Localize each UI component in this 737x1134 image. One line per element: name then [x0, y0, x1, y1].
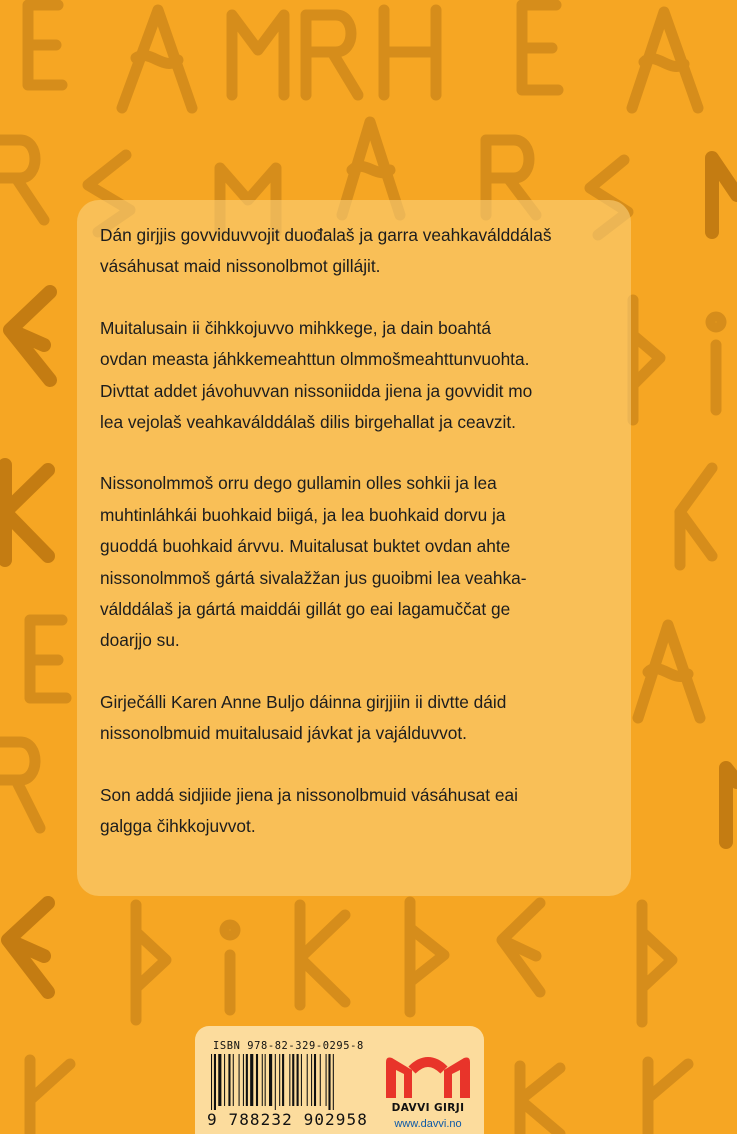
barcode-bar: [243, 1054, 244, 1106]
barcode-bar: [214, 1054, 216, 1110]
rune-k-icon: [680, 468, 712, 565]
rune-a-icon: [638, 625, 700, 718]
rune-n-icon: [726, 768, 737, 842]
rune-e-icon: [28, 5, 62, 85]
barcode-bar: [292, 1054, 294, 1106]
blurb-paragraph: Son addá sidjiide jiena ja nissonolbmuid vásáhusat eai galgga čihkkojuvvot.: [100, 784, 518, 837]
rune-thorn-icon: [410, 902, 444, 1012]
rune-e-icon: [8, 903, 48, 992]
barcode-number: 9 788232 902958: [207, 1110, 368, 1129]
rune-thorn-icon: [633, 300, 660, 420]
rune-thorn-icon: [136, 905, 166, 1020]
rune-r-icon: [0, 140, 44, 220]
barcode-bar: [265, 1054, 266, 1106]
rune-thorn-icon: [642, 905, 672, 1022]
barcode-bar: [326, 1054, 327, 1106]
barcode-bar: [279, 1054, 280, 1106]
barcode-bar: [297, 1054, 299, 1106]
blurb-paragraph: Girječálli Karen Anne Buljo dáinna girjjiin ii divtte dáid nissonolbmuid muitalusaid jávkat ja vajálduvvot.: [100, 691, 507, 744]
rune-h-icon: [384, 10, 436, 95]
rune-k-icon: [300, 905, 345, 1005]
barcode-bar: [233, 1054, 234, 1106]
isbn-label: ISBN 978-82-329-0295-8: [213, 1040, 364, 1052]
barcode-bar: [307, 1054, 308, 1106]
publisher-name: DAVVI GIRJI: [391, 1102, 465, 1114]
blurb-paragraph: Nissonolmmoš orru dego gullamin olles sohkii ja lea muhtinláhkái buohkaid biigá, ja lea buohkaid dorvu ja guoddá buohkaid árvvu. Muitalusat buktet ovdan ahte nissonolmmoš gártá sivalažžan jus guoibmi lea veahka- válddálaš ja gártá maiddái gillát go eai lagamuččat ge doarjjo su.: [100, 473, 527, 651]
rune-k-icon: [30, 1060, 70, 1134]
rune-n-icon: [712, 158, 737, 232]
barcode-icon: [209, 1054, 369, 1110]
isbn-barcode-box: [195, 1026, 484, 1134]
barcode-bar: [211, 1054, 212, 1110]
publisher-url-link[interactable]: www.davvi.no: [394, 1118, 462, 1130]
barcode-bar: [289, 1054, 290, 1106]
rune-i-icon: [711, 317, 721, 410]
barcode-bar: [311, 1054, 312, 1106]
barcode-bar: [228, 1054, 230, 1106]
barcode-bar: [246, 1054, 248, 1106]
rune-e-icon: [10, 292, 50, 380]
rune-e-icon: [522, 5, 558, 90]
rune-a-icon: [122, 10, 192, 108]
rune-m-icon: [232, 15, 284, 95]
rune-k-icon: [5, 465, 48, 560]
barcode-bar: [301, 1054, 302, 1106]
blurb-paragraph: Dán girjjis govviduvvojit duođalaš ja garra veahkaválddálaš vásáhusat maid nissonolbmot gillájit.: [100, 225, 552, 277]
rune-r-icon: [0, 742, 40, 828]
barcode-bar: [218, 1054, 221, 1106]
blurb-panel: [77, 200, 631, 896]
rune-k-icon: [520, 1066, 560, 1134]
rune-a-icon: [632, 12, 698, 108]
rune-e-icon: [502, 903, 540, 992]
rune-k-icon: [648, 1062, 688, 1134]
rune-r-icon: [306, 15, 358, 95]
barcode-bar: [262, 1054, 263, 1106]
barcode-bar: [239, 1054, 240, 1106]
blurb-paragraph: Muitalusain ii čihkkojuvvo mihkkege, ja dain boahtá ovdan measta jáhkkemeahttun olmmošmeahttunvuohta. Divttat addet jávohuvvan nissoniidda jiena ja govvidit mo lea vejolaš veahkaválddálaš dilis birgehallat ja ceavzit.: [100, 317, 533, 433]
barcode-bar: [314, 1054, 316, 1106]
barcode-bar: [333, 1054, 334, 1110]
barcode-bar: [256, 1054, 258, 1106]
rune-i-icon: [225, 925, 235, 1010]
barcode-bar: [250, 1054, 253, 1106]
barcode-bar: [224, 1054, 225, 1106]
barcode-bar: [320, 1054, 321, 1106]
barcode-bar: [282, 1054, 284, 1106]
barcode-bar: [328, 1054, 330, 1110]
rune-e-icon: [30, 620, 66, 698]
barcode-bar: [275, 1054, 276, 1110]
davvi-girji-logo-icon: [382, 1052, 474, 1100]
barcode-bar: [269, 1054, 272, 1106]
